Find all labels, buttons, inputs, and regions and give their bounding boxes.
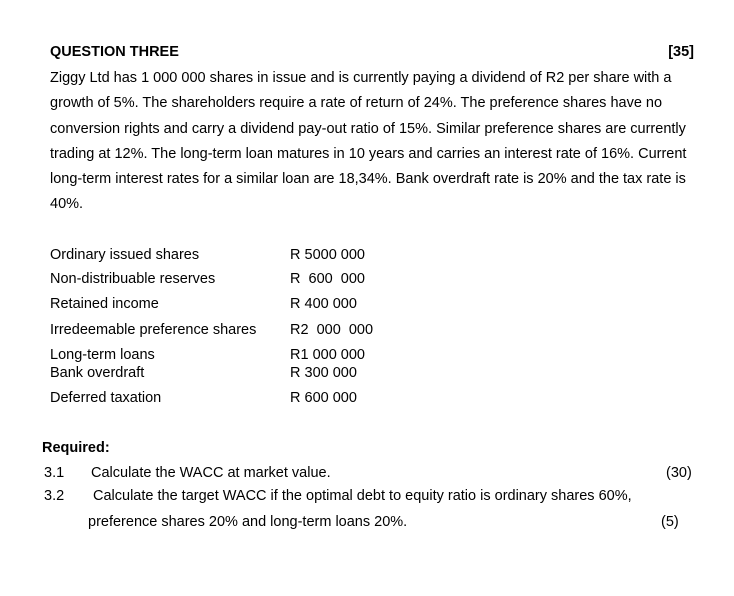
table-row [50,247,470,265]
table-row [50,271,470,289]
table-row-label: Ordinary issued shares [50,247,200,263]
table-row-value: R 300 000 [290,365,357,381]
table-row-label: Bank overdraft [50,365,145,381]
item-number: 3.1 [44,465,65,481]
table-row-value: R 600 000 [290,271,365,287]
required-item-3-1 [44,465,704,485]
question-total-marks: [35] [668,44,694,60]
table-row-label: Long-term loans [50,347,155,363]
table-row [50,296,470,314]
required-item-3-2-continued [44,514,704,534]
item-text: Calculate the target WACC if the optimal debt to equity ratio is ordinary shares 60%, [93,488,632,504]
table-row-value: R 400 000 [290,296,357,312]
required-heading: Required: [42,440,110,456]
table-row-value: R 600 000 [290,390,357,406]
question-header [50,44,694,64]
table-row-label: Deferred taxation [50,390,162,406]
item-marks: (5) [661,514,679,530]
item-text-line2: preference shares 20% and long-term loans 20%. [88,514,408,530]
item-number: 3.2 [44,488,65,504]
table-row-label: Non-distribuable reserves [50,271,216,287]
table-row-value: R2 000 000 [290,322,374,338]
table-row-value: R 5000 000 [290,247,365,263]
table-row [50,390,470,408]
item-marks: (30) [666,465,692,481]
table-row-label: Retained income [50,296,159,312]
table-row [50,322,470,340]
table-row [50,347,470,365]
table-row-label: Irredeemable preference shares [50,322,257,338]
question-title: QUESTION THREE [50,44,179,60]
required-item-3-2 [44,488,704,508]
table-row-value: R1 000 000 [290,347,365,363]
item-text: Calculate the WACC at market value. [91,465,331,481]
question-paragraph: Ziggy Ltd has 1 000 000 shares in issue and is currently paying a dividend of R2 per share with a growth of 5%. The shareholders require a rate of return of 24%. The preference shares have no conversion rights and carry a dividend pay-out ratio of 15%. Similar preference shares are currently trading at 12%. The long-term loan matures in 10 years and carries an interest rate of 16%. Current long-term interest rates for a similar loan are 18,34%. Bank overdraft rate is 20% and the tax rate is 40%. [50,70,687,213]
table-row [50,365,470,383]
